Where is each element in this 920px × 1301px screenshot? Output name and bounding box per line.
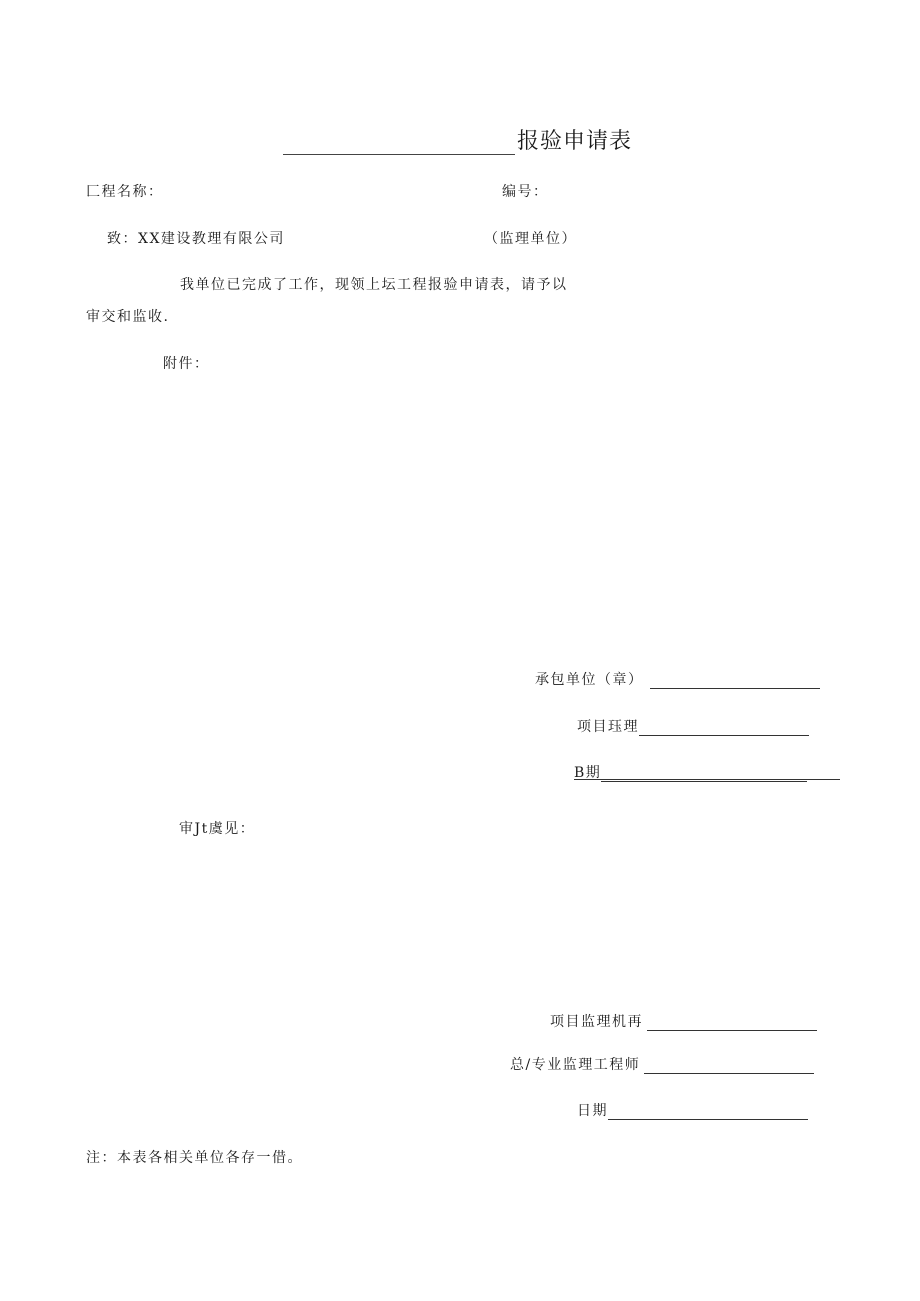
review-opinion-label: 审Jt虞见： [179, 821, 256, 837]
chief-engineer-row [510, 1054, 814, 1074]
supervisor-unit-label: （监理单位） [484, 231, 577, 247]
attachment-label: 附件： [163, 356, 210, 372]
project-name-label: 匚程名称： [86, 184, 164, 200]
contractor-signature-line [650, 672, 820, 689]
supervision-org-signature-line [647, 1014, 817, 1031]
chief-engineer-label: 总/专业监理工程师 [510, 1057, 641, 1073]
supervision-org-row [550, 1011, 817, 1031]
chief-engineer-signature-line [644, 1057, 814, 1074]
contractor-signature-row [535, 669, 820, 689]
supervisor-date-label: 日期 [577, 1103, 608, 1119]
addressee-line: 致：XX建设教理有限公司 [107, 231, 285, 247]
supervisor-date-line [608, 1103, 808, 1120]
supervisor-date-row [577, 1100, 808, 1120]
project-manager-signature-line [639, 719, 809, 736]
serial-no-label: 编号： [502, 184, 549, 200]
footnote: 注：本表各相关单位各存一借。 [86, 1150, 303, 1166]
body-text-line1: 我单位已完成了工作，现领上坛工程报验申请表，请予以 [180, 277, 568, 293]
form-title [283, 124, 632, 155]
project-manager-label: 项目珏理 [577, 719, 639, 735]
contractor-date-underline [574, 779, 840, 780]
project-manager-row [577, 716, 809, 736]
title-blank-line [283, 130, 515, 155]
title-text: 报验申请表 [517, 129, 633, 154]
contractor-label: 承包单位（章） [535, 672, 644, 688]
contractor-date-label: B期 [574, 765, 602, 781]
supervision-org-label: 项目监理机再 [550, 1014, 643, 1030]
body-text-line2: 审交和监收. [86, 309, 170, 325]
